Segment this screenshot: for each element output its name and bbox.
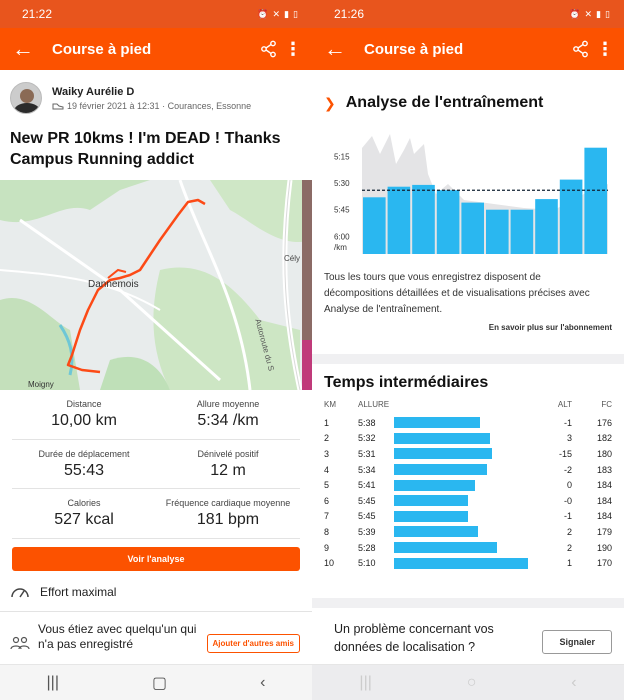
split-bar-cell xyxy=(394,446,544,462)
split-km: 10 xyxy=(324,558,335,569)
split-bar-cell xyxy=(394,431,544,447)
split-bar xyxy=(394,417,480,428)
report-button[interactable]: Signaler xyxy=(542,630,612,654)
share-icon[interactable] xyxy=(254,40,284,58)
pace-bar xyxy=(584,148,607,254)
split-alt: 3 xyxy=(566,433,572,444)
split-bar-cell xyxy=(394,524,544,540)
back-icon[interactable]: ‹ xyxy=(571,673,577,691)
split-km: 3 xyxy=(324,448,330,459)
split-bar-cell xyxy=(394,555,544,571)
split-pace: 5:31 xyxy=(358,448,376,459)
signal-icon: ▮ xyxy=(596,8,602,19)
analysis-title: Analyse de l'entraînement xyxy=(345,94,544,111)
split-hr: 184 xyxy=(596,480,612,491)
split-row xyxy=(324,446,612,462)
split-row xyxy=(324,524,612,540)
split-row xyxy=(324,477,612,493)
splits-card xyxy=(312,364,624,598)
split-bar xyxy=(394,433,490,444)
more-options-icon[interactable]: ⋮ xyxy=(284,39,302,59)
back-arrow-icon[interactable]: ← xyxy=(12,36,34,61)
activity-date-location: 19 février 2021 à 12:31 · Courances, Essonne xyxy=(67,100,252,111)
pace-bar xyxy=(486,210,509,254)
split-hr: 176 xyxy=(596,417,612,428)
split-pace: 5:38 xyxy=(358,417,376,428)
split-hr: 190 xyxy=(596,542,612,553)
split-row xyxy=(324,555,612,571)
split-bar xyxy=(394,542,497,553)
split-pace: 5:45 xyxy=(358,495,376,506)
col-bar xyxy=(394,400,544,415)
people-icon xyxy=(10,636,30,650)
stat-label: Durée de déplacement xyxy=(38,448,130,459)
battery-icon: ▯ xyxy=(293,8,298,19)
athlete-name[interactable]: Waiky Aurélie D xyxy=(52,85,135,98)
split-bar-cell xyxy=(394,415,544,431)
split-bar xyxy=(394,464,487,475)
split-pace: 5:41 xyxy=(358,480,376,491)
split-row xyxy=(324,415,612,431)
status-icons xyxy=(257,9,298,20)
split-bar-cell xyxy=(394,462,544,478)
map-label-road: Autoroute du S xyxy=(253,318,276,372)
split-km: 5 xyxy=(324,480,330,491)
split-hr: 182 xyxy=(596,433,612,444)
split-bar-cell xyxy=(394,540,544,556)
app-bar xyxy=(312,28,624,70)
split-alt: 2 xyxy=(566,542,572,553)
split-bar-cell xyxy=(394,477,544,493)
stat-avg-pace xyxy=(156,390,300,439)
pace-bar xyxy=(363,197,386,254)
status-time: 21:26 xyxy=(334,7,365,21)
stat-value: 181 bpm xyxy=(196,511,260,528)
split-alt: -2 xyxy=(563,464,572,475)
with-others-text: Vous étiez avec quelqu'un qui n'a pas enregistré xyxy=(38,621,197,651)
split-row xyxy=(324,493,612,509)
report-text: Un problème concernant vos données de localisation ? xyxy=(334,622,494,654)
view-analysis-button[interactable]: Voir l'analyse xyxy=(12,547,300,571)
split-km: 2 xyxy=(324,433,330,444)
split-bar xyxy=(394,558,528,569)
pace-bar xyxy=(412,185,435,254)
splits-header-row xyxy=(324,400,612,415)
analysis-description: Tous les tours que vous enregistrez disposent de décompositions détaillées et de visualisations précises avec Analyse de l'entraînement. xyxy=(324,272,590,315)
alarm-icon: ⏰ xyxy=(569,8,581,19)
split-pace: 5:45 xyxy=(358,511,376,522)
split-pace: 5:32 xyxy=(358,433,376,444)
split-bar xyxy=(394,448,492,459)
map-label-bottom: Moigny xyxy=(28,380,54,389)
workout-analysis-card xyxy=(312,70,624,354)
recents-icon[interactable]: ||| xyxy=(359,673,372,691)
recents-icon[interactable]: ||| xyxy=(46,673,59,691)
page-title: Course à pied xyxy=(364,40,464,58)
stats-row xyxy=(12,440,300,490)
activity-meta xyxy=(52,101,251,111)
system-nav-bar xyxy=(312,664,624,700)
battery-icon: ▯ xyxy=(605,8,610,19)
split-km: 4 xyxy=(324,464,330,475)
split-hr: 184 xyxy=(596,495,612,506)
split-bar xyxy=(394,511,468,522)
status-icons xyxy=(569,9,610,20)
stat-label: Dénivelé positif xyxy=(197,448,259,459)
pace-chart-svg xyxy=(324,124,612,264)
subscription-link[interactable]: En savoir plus sur l'abonnement xyxy=(488,323,612,332)
col-km: KM xyxy=(324,400,336,409)
map-label-town: Dannemois xyxy=(88,279,139,290)
split-alt: -1 xyxy=(563,417,572,428)
pace-chart[interactable] xyxy=(324,124,612,264)
stat-label: Distance xyxy=(66,399,102,409)
split-alt: -15 xyxy=(558,448,572,459)
pace-bar xyxy=(437,190,460,254)
mute-icon: ✕ xyxy=(272,8,281,19)
share-icon[interactable] xyxy=(566,40,596,58)
with-others-row xyxy=(0,612,312,652)
col-pace: ALLURE xyxy=(358,400,390,409)
app-bar xyxy=(0,28,312,70)
split-km: 1 xyxy=(324,417,330,428)
pace-bar xyxy=(511,210,534,254)
pace-bar xyxy=(535,199,558,254)
split-hr: 179 xyxy=(596,526,612,537)
split-row xyxy=(324,462,612,478)
split-hr: 180 xyxy=(596,448,612,459)
home-icon[interactable]: ▢ xyxy=(151,674,168,692)
col-alt: ALT xyxy=(557,400,572,409)
stat-label: Fréquence cardiaque moyenne xyxy=(165,498,291,508)
effort-row[interactable] xyxy=(0,571,312,612)
mute-icon: ✕ xyxy=(584,8,593,19)
effort-label: Effort maximal xyxy=(40,584,117,599)
add-friends-button[interactable]: Ajouter d'autres amis xyxy=(207,634,300,653)
stat-distance xyxy=(12,390,156,439)
splits-table xyxy=(324,400,612,571)
stat-value: 12 m xyxy=(210,461,246,479)
alarm-icon: ⏰ xyxy=(257,8,269,19)
avatar[interactable] xyxy=(10,82,42,114)
split-alt: 1 xyxy=(566,558,572,569)
y-tick-label: 5:45 xyxy=(334,205,350,215)
back-arrow-icon[interactable]: ← xyxy=(324,36,346,61)
split-alt: -1 xyxy=(563,511,572,522)
shoe-icon xyxy=(52,102,64,110)
signal-icon: ▮ xyxy=(284,8,290,19)
stat-heart-rate xyxy=(156,489,300,538)
stat-elevation xyxy=(156,440,300,489)
split-pace: 5:10 xyxy=(358,558,376,569)
home-icon[interactable]: ○ xyxy=(466,673,477,691)
split-bar-cell xyxy=(394,493,544,509)
stat-value: 527 kcal xyxy=(54,511,114,528)
split-km: 8 xyxy=(324,526,330,537)
stat-value: 10,00 km xyxy=(51,412,117,429)
stat-calories xyxy=(12,489,156,538)
stats-row xyxy=(12,489,300,539)
split-row xyxy=(324,431,612,447)
splits-title: Temps intermédiaires xyxy=(324,374,489,391)
split-pace: 5:39 xyxy=(358,526,376,537)
activity-title: New PR 10kms ! I'm DEAD ! Thanks Campus Running addict xyxy=(10,130,281,168)
split-pace: 5:28 xyxy=(358,542,376,553)
split-bar xyxy=(394,495,468,506)
back-icon[interactable]: ‹ xyxy=(260,673,266,691)
split-hr: 170 xyxy=(596,558,612,569)
y-tick-label: 5:30 xyxy=(334,179,350,189)
col-hr: FC xyxy=(601,400,612,409)
y-tick-label: 5:15 xyxy=(334,152,350,162)
stat-value: 55:43 xyxy=(63,461,105,479)
split-row xyxy=(324,509,612,525)
status-bar xyxy=(312,0,624,28)
status-time: 21:22 xyxy=(22,7,53,21)
split-hr: 184 xyxy=(596,511,612,522)
split-row xyxy=(324,540,612,556)
right-screen xyxy=(312,0,624,700)
pace-bar xyxy=(388,187,411,254)
system-nav-bar xyxy=(0,664,312,700)
split-km: 9 xyxy=(324,542,330,553)
y-unit-label: /km xyxy=(334,243,347,252)
activity-stats xyxy=(0,390,312,539)
split-bar xyxy=(394,526,478,537)
page-title: Course à pied xyxy=(52,40,152,58)
pace-bar xyxy=(461,203,484,254)
route-map[interactable] xyxy=(0,180,312,390)
gauge-icon xyxy=(10,585,30,599)
athlete-header xyxy=(0,70,312,122)
chevron-right-icon: ❯ xyxy=(324,94,336,111)
map-label-place: Cély xyxy=(284,254,301,263)
split-bar-cell xyxy=(394,509,544,525)
stat-value: 5:34 /km xyxy=(197,412,259,429)
stats-row xyxy=(12,390,300,440)
stat-moving-time xyxy=(12,440,156,489)
y-tick-label: 6:00 xyxy=(334,232,350,242)
split-alt: -0 xyxy=(563,495,572,506)
stat-label: Calories xyxy=(67,498,101,508)
split-pace: 5:34 xyxy=(358,464,376,475)
split-km: 6 xyxy=(324,495,330,506)
more-options-icon[interactable]: ⋮ xyxy=(596,39,614,59)
split-km: 7 xyxy=(324,511,330,522)
split-alt: 2 xyxy=(566,526,572,537)
split-bar xyxy=(394,480,475,491)
split-hr: 183 xyxy=(596,464,612,475)
status-bar xyxy=(0,0,312,28)
stat-label: Allure moyenne xyxy=(196,399,260,409)
split-alt: 0 xyxy=(566,480,572,491)
